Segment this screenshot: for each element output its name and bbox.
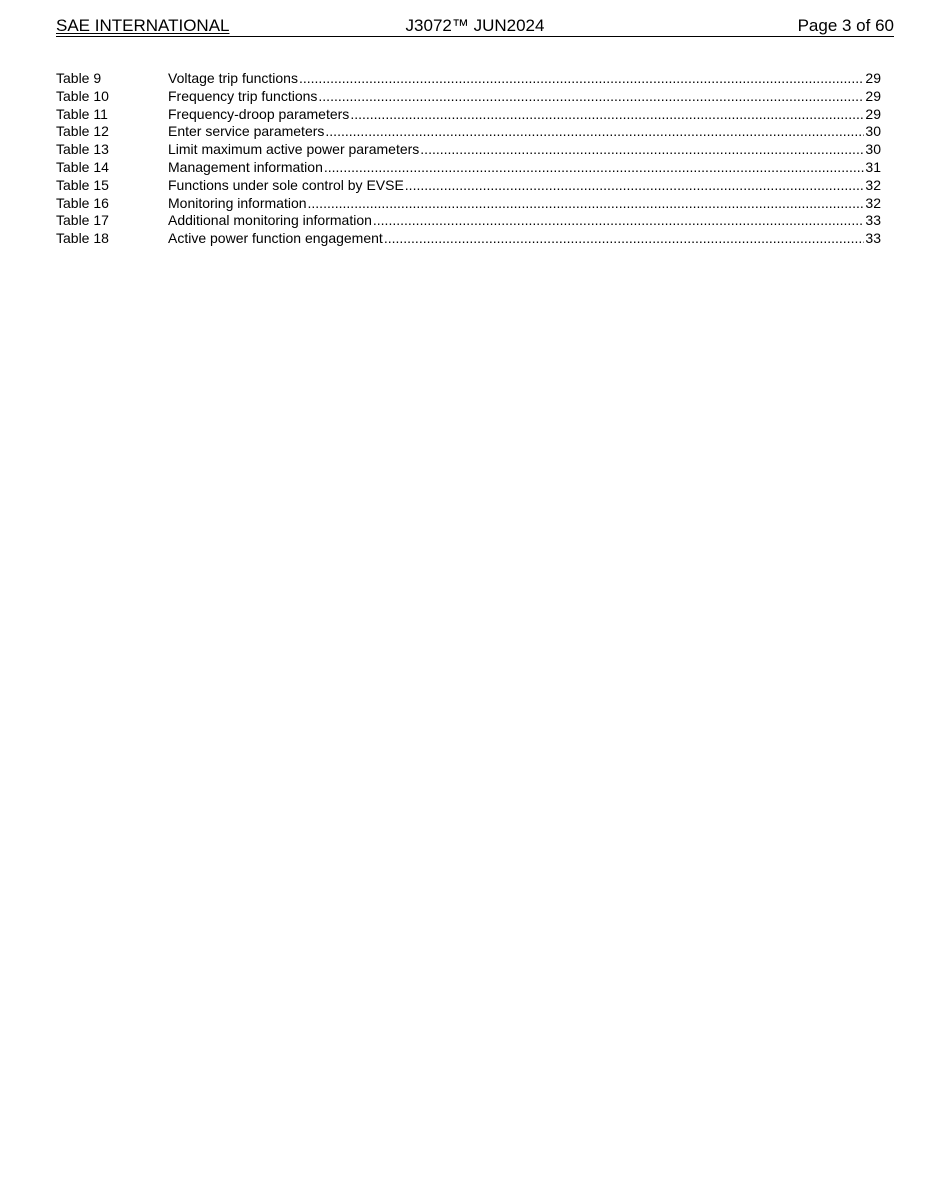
toc-table-label: Table 9 bbox=[56, 70, 102, 86]
toc-page-number: 33 bbox=[865, 212, 881, 229]
toc-table-label: Table 13 bbox=[56, 141, 109, 158]
toc-dot-leader bbox=[405, 177, 865, 195]
toc-dot-leader bbox=[373, 212, 865, 230]
toc-table-label: Table 17 bbox=[56, 212, 109, 229]
toc-table-title: Additional monitoring information bbox=[168, 212, 372, 229]
list-of-tables bbox=[56, 70, 881, 248]
toc-table-label: Table 18 bbox=[56, 230, 109, 247]
toc-page-number: 30 bbox=[865, 141, 881, 158]
toc-page-number: 32 bbox=[865, 176, 881, 193]
page-header bbox=[56, 16, 894, 37]
toc-page-number: 31 bbox=[865, 158, 881, 175]
toc-table-title: Voltage trip functions bbox=[168, 70, 298, 86]
toc-row[interactable] bbox=[56, 141, 881, 159]
toc-table-label: Table 12 bbox=[56, 123, 109, 140]
toc-page-number: 30 bbox=[865, 123, 881, 140]
toc-row[interactable] bbox=[56, 70, 881, 88]
toc-dot-leader bbox=[384, 230, 865, 248]
toc-table-label: Table 11 bbox=[56, 105, 108, 122]
toc-row[interactable] bbox=[56, 212, 881, 230]
header-page-number: Page 3 of 60 bbox=[797, 16, 894, 35]
toc-page-number: 33 bbox=[865, 230, 881, 247]
toc-table-title: Frequency-droop parameters bbox=[168, 105, 350, 122]
toc-dot-leader bbox=[325, 123, 864, 141]
toc-row[interactable] bbox=[56, 177, 881, 195]
toc-dot-leader bbox=[318, 88, 864, 106]
toc-table-title: Management information bbox=[168, 158, 323, 175]
toc-dot-leader bbox=[299, 70, 864, 88]
toc-row[interactable] bbox=[56, 123, 881, 141]
toc-page-number: 29 bbox=[865, 87, 881, 104]
toc-table-label: Table 15 bbox=[56, 176, 109, 193]
toc-row[interactable] bbox=[56, 106, 881, 124]
toc-row[interactable] bbox=[56, 230, 881, 248]
toc-table-label: Table 14 bbox=[56, 158, 109, 175]
toc-row[interactable] bbox=[56, 88, 881, 106]
toc-row[interactable] bbox=[56, 159, 881, 177]
toc-table-title: Limit maximum active power parameters bbox=[168, 141, 420, 158]
toc-table-title: Monitoring information bbox=[168, 194, 307, 211]
toc-table-title: Active power function engagement bbox=[168, 230, 383, 247]
toc-table-label: Table 16 bbox=[56, 194, 109, 211]
toc-dot-leader bbox=[308, 195, 865, 213]
toc-dot-leader bbox=[350, 106, 864, 124]
toc-page-number: 29 bbox=[865, 70, 881, 86]
toc-page-number: 32 bbox=[865, 194, 881, 211]
toc-table-label: Table 10 bbox=[56, 87, 109, 104]
toc-page-number: 29 bbox=[865, 105, 881, 122]
header-document-id: J3072™ JUN2024 bbox=[405, 16, 545, 35]
header-organization: SAE INTERNATIONAL bbox=[56, 16, 230, 35]
toc-table-title: Enter service parameters bbox=[168, 123, 325, 140]
toc-table-title: Functions under sole control by EVSE bbox=[168, 176, 404, 193]
toc-row[interactable] bbox=[56, 195, 881, 213]
toc-dot-leader bbox=[420, 141, 864, 159]
toc-dot-leader bbox=[324, 159, 865, 177]
toc-table-title: Frequency trip functions bbox=[168, 87, 318, 104]
